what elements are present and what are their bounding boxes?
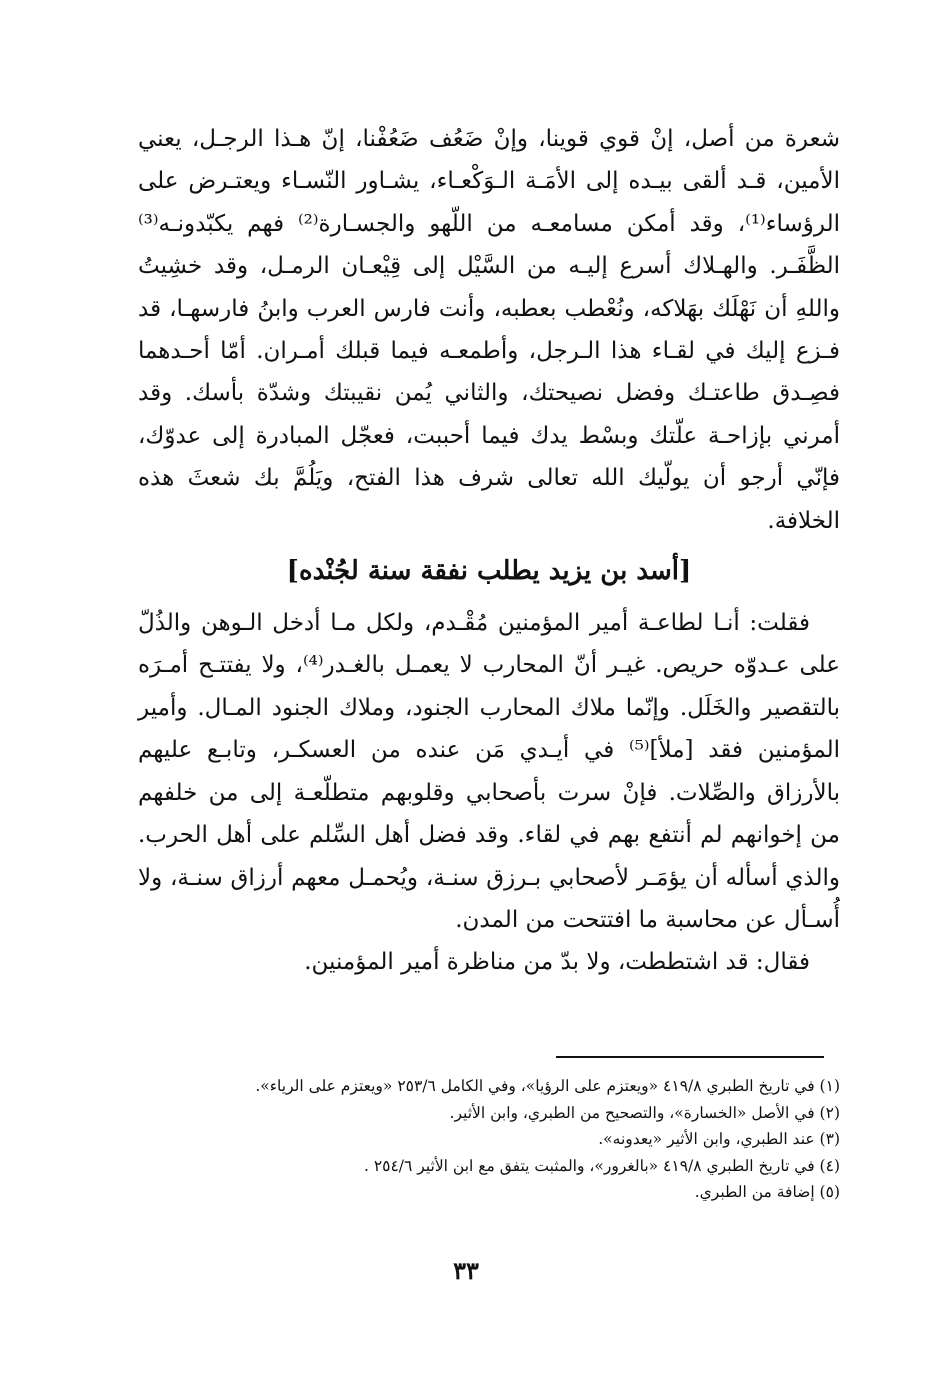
footnote-separator: [556, 1056, 824, 1058]
main-text: [138, 118, 840, 984]
footnotes-list: [150, 1073, 840, 1206]
page-number: ٣٣: [453, 1256, 479, 1285]
footnote-5: (٥) إضافة من الطبري.: [694, 1183, 840, 1201]
footnote-4: (٤) في تاريخ الطبري ٤١٩/٨ «بالغرور»، والمثبت يتفق مع ابن الأثير ٢٥٤/٦ .: [363, 1156, 840, 1175]
footnote-2: (٢) في الأصل «الخسارة»، والتصحيح من الطبري، وابن الأثير.: [449, 1103, 840, 1122]
section-heading: [أسد بن يزيد يطلب نفقة سنة لجُنْده]: [286, 556, 692, 587]
paragraph-1: شعرة من أصل، إنْ قوي قوينا، وإنْ ضَعُف ضَعُفْنا، إنّ هـذا الرجـل، يعني الأمين، قـد ألقى بيـده إلى الأمَـة الـوَكْعـاء، يشـاور النّسـاء ويعتـرض على الرؤساء⁽¹⁾، وقد أمكن مسامعـه من اللّهو والجسـارة⁽²⁾ فهم يكبّدونـه⁽³⁾ الظَّفَـر. والهـلاك أسرع إليـه من السَّيْل إلى قِيْعـان الرمـل، وقد خشِيتُ واللهِ أن نَهْلَك بهَلاكه، ونُعْطب بعطبه، وأنت فارس العرب وابنُ فارسهـا، قد فـزع إليك في لقـاء هذا الـرجل، وأطمعـه فيما قبلك أمـران. أمّا أحـدهما فصِـدق طاعتـك وفضل نصيحتك، والثاني يُمن نقيبتك وشدّة بأسك. وقد أمرني بإزاحـة علّتك وبسْط يدك فيما أحببت، فعجّل المبادرة إلى عدوّك، فإنّي أرجو أن يولّيك الله تعالى شرف هذا الفتح، ويَلُمَّ بك شعثَ هذه الخلافة.: [138, 126, 840, 534]
paragraph-2: فقلت: أنـا لطاعـة أمير المؤمنين مُقْـدم، ولكل مـا أدخل الـوهن والذُلّ على عـدوّه حريص. غيـر أنّ المحارب لا يعمـل بالغـدر⁽⁴⁾، ولا يفتتـح أمـرَه بالتقصير والخَلَل. وإنّما ملاك المحارب الجنود، وملاك الجنود المـال. وأمير المؤمنين فقد [ملأ]⁽⁵⁾ في أيـدي مَن عنده من العسكـر، وتابـع عليهم بالأرزاق والصِّلات. فإنْ سرت بأصحابي وقلوبهم متطلّعـة إلى من خلفهم من إخوانهم لم أنتفع بهم في لقاء. وقد فضل أهل السِّلم على أهل الحرب. والذي أسأله أن يؤمَـر لأصحابي بـرزق سنـة، ويُحمـل معهم أرزاق سنـة، ولا أُسـأل عن محاسبة ما افتتحت من المدن.: [138, 610, 841, 933]
paragraph-3: فقال: قد اشتططت، ولا بدّ من مناظرة أمير المؤمنين.: [304, 949, 810, 976]
footnote-3: (٣) عند الطبري، وابن الأثير «يعدونه».: [598, 1130, 840, 1148]
footnote-1: (١) في تاريخ الطبري ٤١٩/٨ «ويعتزم على الرؤيا»، وفي الكامل ٢٥٣/٦ «ويعتزم على الرياء».: [255, 1077, 840, 1095]
